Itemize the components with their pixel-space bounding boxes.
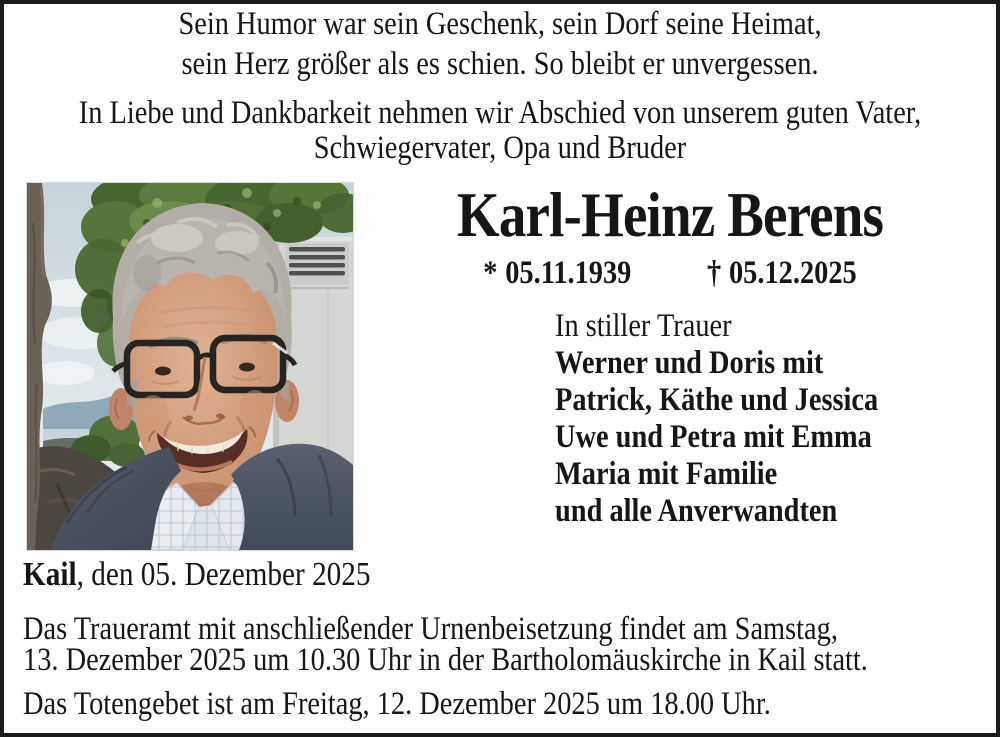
- dateline-text: , den 05. Dezember 2025: [76, 556, 371, 593]
- life-dates: [397, 257, 942, 290]
- birth-date-group: [483, 257, 631, 290]
- dateline-place: Kail: [23, 556, 77, 593]
- death-date: 05.12.2025: [728, 255, 857, 291]
- portrait-photo: [27, 183, 353, 550]
- epigraph-line-1: Sein Humor war sein Geschenk, sein Dorf seine Heimat,: [178, 6, 822, 42]
- epigraph: [70, 4, 930, 84]
- death-dagger-symbol: †: [707, 255, 722, 291]
- funeral-line-2: 13. Dezember 2025 um 10.30 Uhr in der Bartholomäuskirche in Kail statt.: [23, 642, 868, 678]
- deceased-info-column: [353, 179, 987, 550]
- dateline: [23, 558, 371, 592]
- prayer-info: Das Totengebet ist am Freitag, 12. Dezember 2025 um 18.00 Uhr.: [23, 686, 771, 722]
- mourner-line: Patrick, Käthe und Jessica: [555, 382, 879, 418]
- death-date-group: [707, 257, 857, 290]
- epigraph-line-2: sein Herz größer als es schien. So bleibt er unvergessen.: [181, 46, 819, 82]
- mourner-line: Maria mit Familie: [555, 456, 778, 492]
- portrait-photo-illustration: [27, 183, 353, 550]
- funeral-line-1: Das Traueramt mit anschließender Urnenbeisetzung findet am Samstag,: [23, 611, 838, 647]
- mourner-line: Uwe und Petra mit Emma: [555, 419, 872, 455]
- intro-line-2: Schwiegervater, Opa und Bruder: [313, 130, 687, 166]
- mourning-heading: In stiller Trauer: [555, 308, 732, 344]
- mourner-line: Werner und Doris mit: [555, 345, 824, 381]
- deceased-name: Karl-Heinz Berens: [456, 179, 884, 250]
- birth-star-symbol: *: [483, 255, 498, 291]
- intro-line-1: In Liebe und Dankbarkeit nehmen wir Abschied von unserem guten Vater,: [78, 95, 922, 131]
- mourner-line: und alle Anverwandten: [555, 493, 838, 529]
- birth-date: 05.11.1939: [505, 255, 632, 291]
- intro-text: [70, 96, 930, 166]
- mourners-block: [555, 308, 878, 530]
- funeral-service-info: [23, 611, 868, 678]
